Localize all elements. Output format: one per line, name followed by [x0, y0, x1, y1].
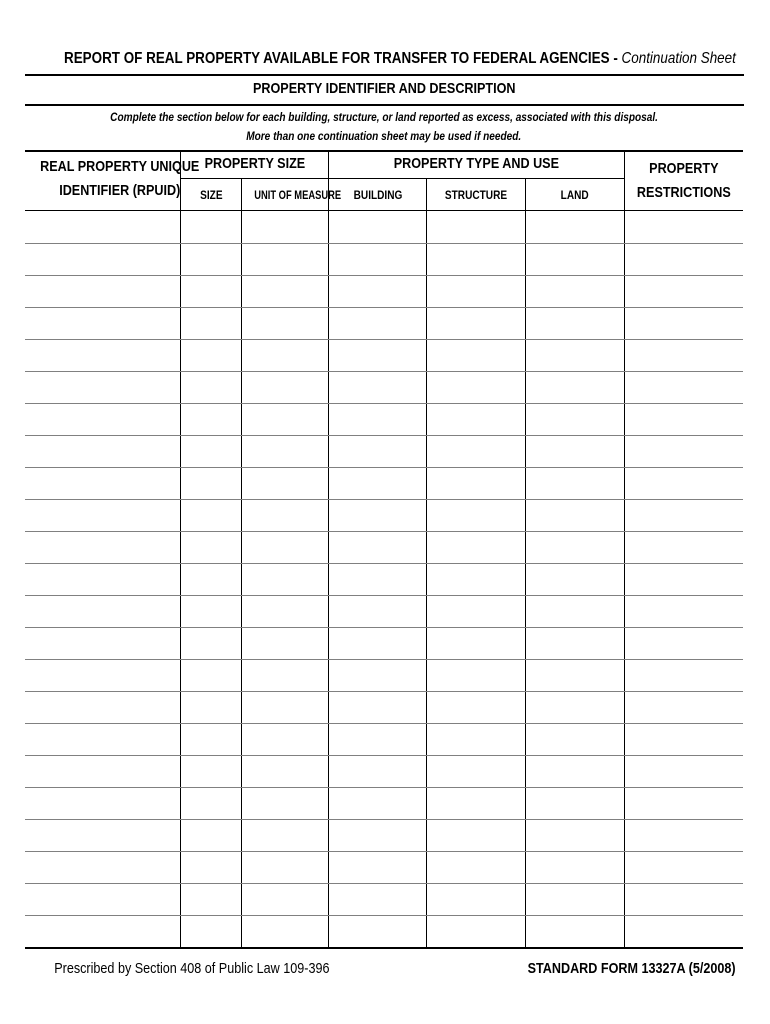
table-cell-size[interactable] [181, 532, 241, 563]
footer-prescribed-text: Prescribed by Section 408 of Public Law 109-396 [54, 960, 330, 977]
table-cell-restrictions[interactable] [625, 212, 743, 243]
table-cell-restrictions[interactable] [625, 340, 743, 371]
table-cell-rpuid[interactable] [25, 852, 180, 883]
table-cell-restrictions[interactable] [625, 500, 743, 531]
table-cell-structure[interactable] [427, 212, 525, 243]
table-cell-land[interactable] [526, 404, 624, 435]
table-cell-rpuid[interactable] [25, 660, 180, 691]
table-cell-land[interactable] [526, 724, 624, 755]
title-rule [25, 74, 744, 76]
section-title [25, 80, 743, 97]
table-cell-unit[interactable] [242, 596, 328, 627]
table-cell-building[interactable] [329, 276, 426, 307]
table-cell-restrictions[interactable] [625, 244, 743, 275]
table-top-border [25, 150, 743, 152]
col-header-structure [427, 188, 525, 202]
table-cell-rpuid[interactable] [25, 372, 180, 403]
table-cell-building[interactable] [329, 628, 426, 659]
table-cell-building[interactable] [329, 244, 426, 275]
section-title-text: PROPERTY IDENTIFIER AND DESCRIPTION [252, 80, 516, 97]
table-cell-restrictions[interactable] [625, 724, 743, 755]
table-cell-rpuid[interactable] [25, 628, 180, 659]
table-cell-land[interactable] [526, 916, 624, 947]
header-bottom-rule [25, 210, 743, 211]
table-cell-land[interactable] [526, 212, 624, 243]
table-cell-building[interactable] [329, 372, 426, 403]
footer-form-number-text: STANDARD FORM 13327A (5/2008) [528, 960, 736, 977]
footer-form-number [488, 960, 736, 977]
table-cell-restrictions[interactable] [625, 532, 743, 563]
table-cell-building[interactable] [329, 660, 426, 691]
table-cell-structure[interactable] [427, 596, 525, 627]
property-table [25, 150, 743, 950]
table-cell-building[interactable] [329, 788, 426, 819]
table-cell-building[interactable] [329, 820, 426, 851]
table-cell-restrictions[interactable] [625, 884, 743, 915]
table-cell-structure[interactable] [427, 692, 525, 723]
table-cell-building[interactable] [329, 468, 426, 499]
table-cell-unit[interactable] [242, 308, 328, 339]
table-cell-structure[interactable] [427, 372, 525, 403]
table-cell-rpuid[interactable] [25, 244, 180, 275]
type-group-rule [328, 178, 624, 179]
table-cell-unit[interactable] [242, 692, 328, 723]
section-rule [25, 104, 744, 106]
table-cell-structure[interactable] [427, 340, 525, 371]
col-header-restrictions-line1: PROPERTY [649, 160, 719, 177]
table-cell-rpuid[interactable] [25, 532, 180, 563]
col-header-unit-text: UNIT OF MEASURE [254, 188, 342, 202]
table-cell-unit[interactable] [242, 788, 328, 819]
table-cell-rpuid[interactable] [25, 212, 180, 243]
table-cell-unit[interactable] [242, 532, 328, 563]
table-cell-size[interactable] [181, 276, 241, 307]
table-cell-restrictions[interactable] [625, 692, 743, 723]
group-header-type-text: PROPERTY TYPE AND USE [393, 155, 560, 172]
table-cell-size[interactable] [181, 372, 241, 403]
table-cell-structure[interactable] [427, 564, 525, 595]
table-cell-building[interactable] [329, 308, 426, 339]
table-cell-land[interactable] [526, 308, 624, 339]
table-cell-size[interactable] [181, 244, 241, 275]
table-cell-restrictions[interactable] [625, 404, 743, 435]
col-header-unit [242, 188, 342, 202]
table-cell-restrictions[interactable] [625, 916, 743, 947]
table-cell-unit[interactable] [242, 212, 328, 243]
table-cell-size[interactable] [181, 340, 241, 371]
table-cell-size[interactable] [181, 660, 241, 691]
table-cell-structure[interactable] [427, 788, 525, 819]
table-cell-land[interactable] [526, 596, 624, 627]
table-cell-structure[interactable] [427, 436, 525, 467]
table-cell-size[interactable] [181, 436, 241, 467]
table-cell-land[interactable] [526, 788, 624, 819]
table-cell-size[interactable] [181, 212, 241, 243]
col-header-size-text: SIZE [199, 188, 223, 202]
table-cell-restrictions[interactable] [625, 276, 743, 307]
table-cell-restrictions[interactable] [625, 564, 743, 595]
table-cell-structure[interactable] [427, 660, 525, 691]
table-cell-land[interactable] [526, 500, 624, 531]
table-cell-structure[interactable] [427, 308, 525, 339]
table-cell-size[interactable] [181, 756, 241, 787]
table-cell-size[interactable] [181, 820, 241, 851]
table-cell-rpuid[interactable] [25, 308, 180, 339]
table-cell-land[interactable] [526, 436, 624, 467]
table-cell-structure[interactable] [427, 500, 525, 531]
table-cell-size[interactable] [181, 884, 241, 915]
table-cell-unit[interactable] [242, 276, 328, 307]
table-cell-rpuid[interactable] [25, 596, 180, 627]
table-cell-land[interactable] [526, 372, 624, 403]
table-cell-size[interactable] [181, 724, 241, 755]
table-cell-building[interactable] [329, 340, 426, 371]
table-cell-structure[interactable] [427, 916, 525, 947]
table-cell-restrictions[interactable] [625, 596, 743, 627]
table-cell-land[interactable] [526, 884, 624, 915]
table-cell-land[interactable] [526, 276, 624, 307]
table-cell-building[interactable] [329, 692, 426, 723]
table-cell-unit[interactable] [242, 852, 328, 883]
table-cell-size[interactable] [181, 500, 241, 531]
table-cell-rpuid[interactable] [25, 820, 180, 851]
table-cell-unit[interactable] [242, 404, 328, 435]
form-title-text: REPORT OF REAL PROPERTY AVAILABLE FOR TRANSFER TO FEDERAL AGENCIES - [63, 50, 622, 67]
table-cell-building[interactable] [329, 532, 426, 563]
table-cell-restrictions[interactable] [625, 852, 743, 883]
table-cell-building[interactable] [329, 884, 426, 915]
table-cell-structure[interactable] [427, 628, 525, 659]
table-cell-land[interactable] [526, 852, 624, 883]
table-cell-size[interactable] [181, 628, 241, 659]
table-cell-rpuid[interactable] [25, 340, 180, 371]
table-cell-land[interactable] [526, 532, 624, 563]
col-header-restrictions-line2: RESTRICTIONS [637, 184, 731, 201]
table-cell-unit[interactable] [242, 564, 328, 595]
table-cell-restrictions[interactable] [625, 628, 743, 659]
table-cell-structure[interactable] [427, 276, 525, 307]
group-header-type [329, 155, 624, 172]
col-header-land [526, 188, 624, 202]
table-cell-rpuid[interactable] [25, 564, 180, 595]
instruction-text-2: More than one continuation sheet may be used if needed. [246, 129, 522, 143]
table-cell-land[interactable] [526, 340, 624, 371]
group-header-size [181, 155, 328, 172]
table-cell-structure[interactable] [427, 724, 525, 755]
table-cell-restrictions[interactable] [625, 308, 743, 339]
table-cell-structure[interactable] [427, 852, 525, 883]
table-cell-unit[interactable] [242, 884, 328, 915]
table-cell-structure[interactable] [427, 468, 525, 499]
table-cell-land[interactable] [526, 244, 624, 275]
table-cell-size[interactable] [181, 692, 241, 723]
table-cell-size[interactable] [181, 468, 241, 499]
table-cell-land[interactable] [526, 564, 624, 595]
table-cell-unit[interactable] [242, 820, 328, 851]
instruction-text-1: Complete the section below for each building, structure, or land reported as excess, associated with this disposal. [110, 110, 658, 124]
table-cell-unit[interactable] [242, 916, 328, 947]
table-cell-land[interactable] [526, 628, 624, 659]
table-cell-rpuid[interactable] [25, 468, 180, 499]
table-cell-land[interactable] [526, 756, 624, 787]
table-cell-rpuid[interactable] [25, 916, 180, 947]
table-cell-structure[interactable] [427, 820, 525, 851]
table-cell-building[interactable] [329, 212, 426, 243]
table-cell-building[interactable] [329, 404, 426, 435]
table-cell-building[interactable] [329, 596, 426, 627]
table-cell-size[interactable] [181, 308, 241, 339]
table-cell-building[interactable] [329, 916, 426, 947]
col-header-building-text: BUILDING [353, 188, 402, 202]
table-cell-land[interactable] [526, 692, 624, 723]
table-cell-structure[interactable] [427, 884, 525, 915]
col-header-restrictions [625, 157, 743, 205]
table-cell-building[interactable] [329, 500, 426, 531]
table-cell-rpuid[interactable] [25, 276, 180, 307]
table-cell-unit[interactable] [242, 724, 328, 755]
table-cell-building[interactable] [329, 724, 426, 755]
table-cell-structure[interactable] [427, 404, 525, 435]
table-cell-rpuid[interactable] [25, 884, 180, 915]
table-bottom-border [25, 947, 743, 949]
table-cell-building[interactable] [329, 756, 426, 787]
table-cell-restrictions[interactable] [625, 468, 743, 499]
table-cell-land[interactable] [526, 468, 624, 499]
table-cell-land[interactable] [526, 660, 624, 691]
table-cell-unit[interactable] [242, 436, 328, 467]
table-cell-rpuid[interactable] [25, 404, 180, 435]
size-group-rule [181, 178, 328, 179]
table-cell-unit[interactable] [242, 756, 328, 787]
table-cell-size[interactable] [181, 404, 241, 435]
table-cell-restrictions[interactable] [625, 820, 743, 851]
table-cell-unit[interactable] [242, 468, 328, 499]
table-cell-unit[interactable] [242, 500, 328, 531]
group-header-size-text: PROPERTY SIZE [204, 155, 305, 172]
table-cell-unit[interactable] [242, 244, 328, 275]
table-cell-rpuid[interactable] [25, 692, 180, 723]
col-header-rpuid-line2: IDENTIFIER (RPUID) [59, 182, 181, 199]
table-cell-restrictions[interactable] [625, 756, 743, 787]
table-cell-building[interactable] [329, 852, 426, 883]
table-cell-rpuid[interactable] [25, 724, 180, 755]
col-header-building [329, 188, 426, 202]
col-header-rpuid-line1: REAL PROPERTY UNIQUE [40, 158, 200, 175]
table-cell-rpuid[interactable] [25, 500, 180, 531]
table-cell-structure[interactable] [427, 244, 525, 275]
table-cell-size[interactable] [181, 564, 241, 595]
table-cell-rpuid[interactable] [25, 436, 180, 467]
table-cell-rpuid[interactable] [25, 756, 180, 787]
table-cell-structure[interactable] [427, 532, 525, 563]
table-cell-building[interactable] [329, 436, 426, 467]
table-cell-rpuid[interactable] [25, 788, 180, 819]
col-header-size [181, 188, 241, 202]
table-cell-unit[interactable] [242, 660, 328, 691]
table-cell-restrictions[interactable] [625, 660, 743, 691]
table-cell-size[interactable] [181, 852, 241, 883]
table-cell-structure[interactable] [427, 756, 525, 787]
table-cell-land[interactable] [526, 820, 624, 851]
instruction-line-2 [25, 129, 743, 143]
table-cell-building[interactable] [329, 564, 426, 595]
col-header-land-text: LAND [560, 188, 589, 202]
col-header-structure-text: STRUCTURE [444, 188, 508, 202]
table-cell-unit[interactable] [242, 372, 328, 403]
table-cell-unit[interactable] [242, 628, 328, 659]
instruction-line-1 [25, 110, 743, 124]
footer-prescribed [28, 960, 356, 977]
table-cell-size[interactable] [181, 916, 241, 947]
table-cell-restrictions[interactable] [625, 788, 743, 819]
form-title [0, 50, 770, 68]
table-cell-restrictions[interactable] [625, 372, 743, 403]
table-cell-restrictions[interactable] [625, 436, 743, 467]
table-cell-size[interactable] [181, 788, 241, 819]
form-title-suffix: Continuation Sheet [621, 50, 736, 67]
table-cell-unit[interactable] [242, 340, 328, 371]
col-header-rpuid [25, 155, 200, 203]
table-cell-size[interactable] [181, 596, 241, 627]
